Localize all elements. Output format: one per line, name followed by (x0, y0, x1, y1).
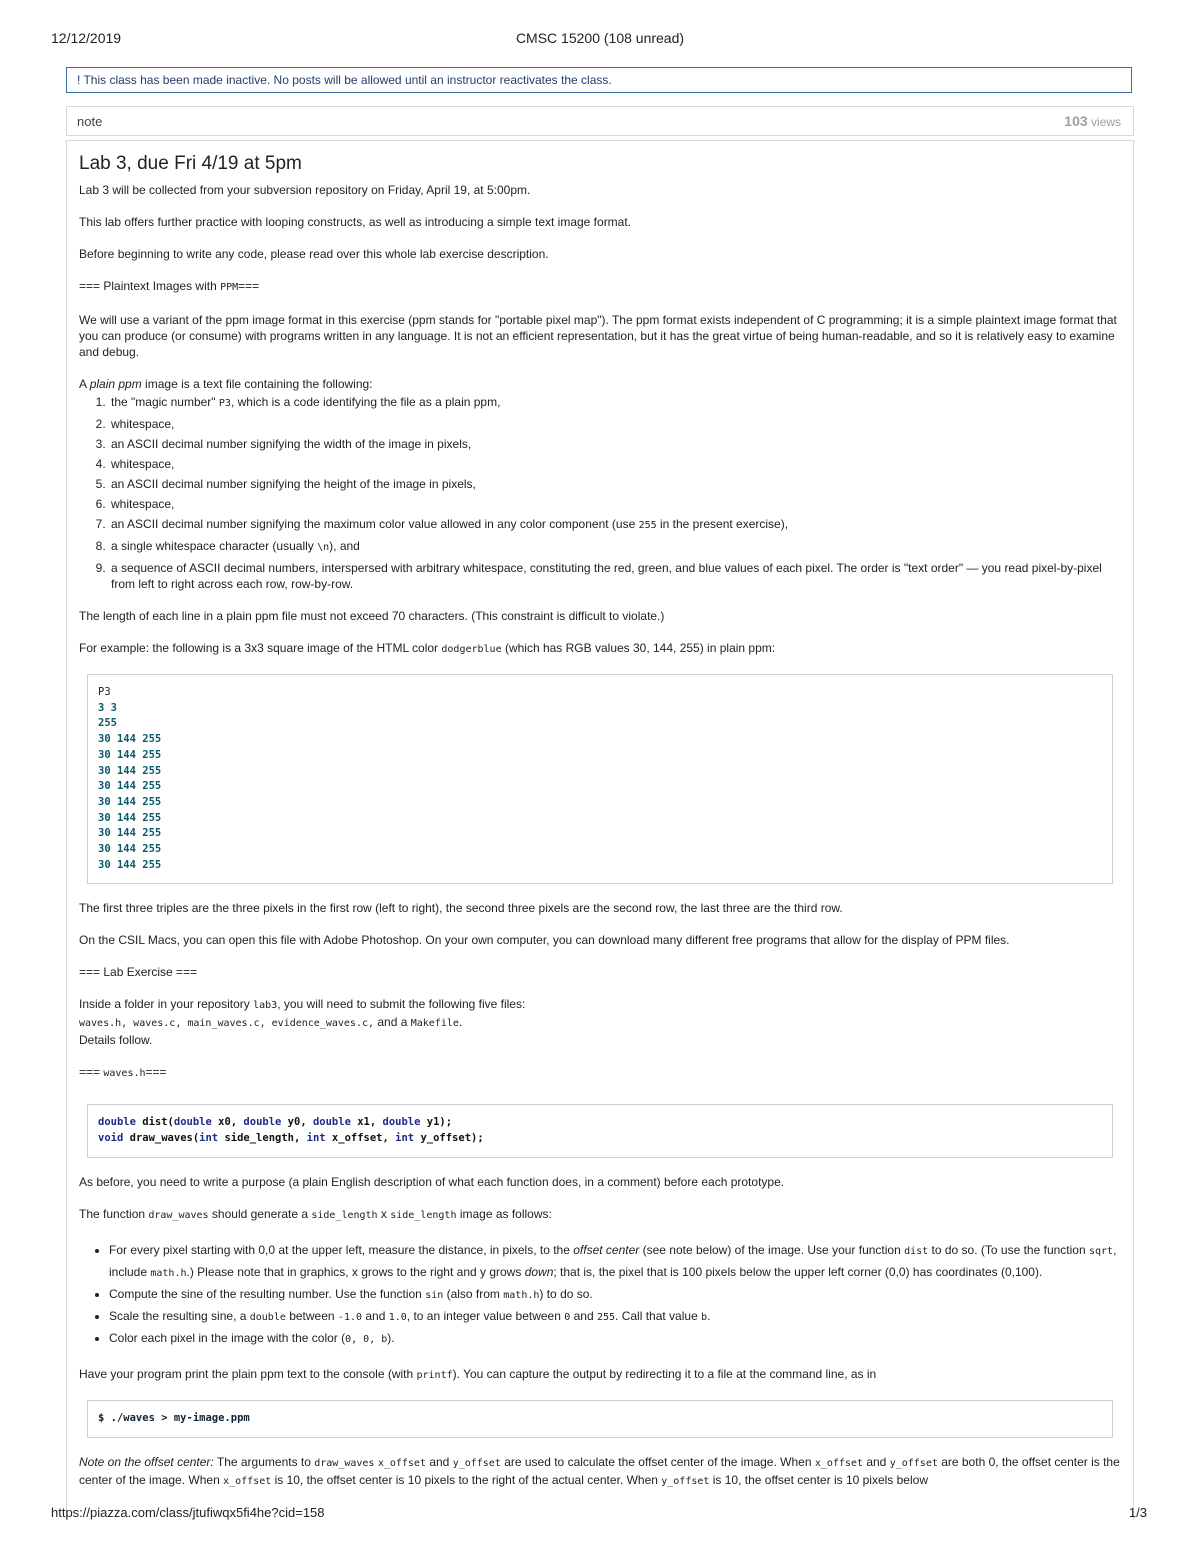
code-line: $ ./waves > my-image.ppm (98, 1411, 250, 1424)
paragraph: Lab 3 will be collected from your subversion repository on Friday, April 19, at 5:00pm. (79, 183, 531, 197)
code-line: 30 144 255 (98, 748, 162, 761)
text: ). (387, 1330, 395, 1345)
text: === (238, 279, 260, 293)
code-line: 30 144 255 (98, 795, 162, 808)
code: sqrt (1088, 1245, 1114, 1257)
code: x_offset (223, 1475, 272, 1487)
paragraph (79, 1366, 1121, 1384)
code-line: 30 144 255 (98, 764, 162, 777)
text: a single whitespace character (usually (111, 539, 318, 553)
print-header (0, 30, 1200, 50)
code: lab3 (253, 1000, 278, 1012)
list-item (109, 536, 1121, 558)
text: should generate a (208, 1206, 312, 1221)
print-title: CMSC 15200 (108 unread) (515, 30, 685, 46)
text: ). You can capture the output by redirecting it to a file at the command line, as in (452, 1366, 877, 1381)
text: ), and (329, 539, 360, 553)
list-item: 2. whitespace, (109, 414, 1121, 434)
list-item (109, 392, 1121, 414)
text: === Plaintext Images with (79, 279, 221, 293)
paragraph: On the CSIL Macs, you can open this file with Adobe Photoshop. On your own computer, you can download many different free programs that allow for the display of PPM files. (79, 933, 1010, 948)
text: Scale the resulting sine, a (109, 1308, 250, 1323)
text: ) to do so. (539, 1286, 593, 1301)
code-line (98, 1115, 1102, 1131)
draw-waves-steps-list (79, 1240, 1121, 1350)
code-line: 30 144 255 (98, 843, 162, 856)
paragraph: This lab offers further practice with looping constructs, as well as introducing a simple text image format. (79, 215, 632, 229)
code: dist (904, 1245, 929, 1257)
waves-h-code-block (87, 1104, 1113, 1157)
code-line: 3 3 (98, 701, 117, 714)
code: y_offset (661, 1475, 710, 1487)
text: and (362, 1308, 389, 1323)
code-text: y0, (281, 1116, 313, 1129)
code-line: 30 144 255 (98, 733, 162, 746)
views-counter (1064, 113, 1121, 129)
text: .) Please note that in graphics, x grows to the right and y grows (186, 1264, 525, 1279)
code: sin (425, 1289, 444, 1301)
text: the "magic number" (111, 395, 219, 409)
text: === (145, 1065, 167, 1080)
text: , to an integer value between (406, 1308, 565, 1323)
text: x (377, 1206, 391, 1221)
code-line: 255 (98, 717, 117, 730)
code-line: 30 144 255 (98, 811, 162, 824)
code: waves.h, waves.c, main_waves.c, evidence_waves.c, (79, 1018, 375, 1030)
paragraph: We will use a variant of the ppm image format in this exercise (ppm stands for "portable pixel map"). The ppm format exists independent of C programming; it is a simple plaintext image format that you can produce (or consume) with programs written in any language. It is not an efficient representation, but it has the great virtue of being human-readable, and so it is relatively easy to examine and debug. (79, 313, 1117, 359)
ppm-format-list (79, 392, 1121, 592)
code: y_offset (452, 1457, 501, 1469)
code: double (249, 1311, 286, 1323)
text: , include (109, 1242, 1117, 1279)
text: (see note below) of the image. Use your function (639, 1242, 905, 1257)
list-item: 5. an ASCII decimal number signifying the height of the image in pixels, (109, 474, 1121, 494)
code-text: x1, (350, 1116, 383, 1129)
code: 0, 0, b (345, 1333, 388, 1345)
text: and (863, 1454, 890, 1469)
code-keyword: double (173, 1116, 212, 1129)
print-url: https://piazza.com/class/jtufiwqx5fi4he?cid=158 (51, 1505, 325, 1520)
section-heading-ppm (79, 278, 1121, 296)
print-page-number: 1/3 (1128, 1505, 1147, 1520)
text: The function (79, 1206, 149, 1221)
text: image as follows: (456, 1206, 552, 1221)
text: in the present exercise), (656, 517, 789, 531)
list-item: 4. whitespace, (109, 454, 1121, 474)
list-item (109, 1306, 1121, 1328)
code: math.h (150, 1267, 187, 1279)
list-item: 6. whitespace, (109, 494, 1121, 514)
text: between (285, 1308, 338, 1323)
code-keyword: int (395, 1132, 415, 1145)
code: 1.0 (388, 1311, 407, 1323)
text: , you will need to submit the following five files: (277, 997, 526, 1012)
code: 255 (596, 1311, 616, 1323)
text: (also from (443, 1286, 504, 1301)
code: waves.h (103, 1068, 146, 1080)
code-text: draw_waves( (123, 1132, 200, 1145)
text: Have your program print the plain ppm text to the console (with (79, 1366, 417, 1381)
code: b (701, 1311, 708, 1323)
code: x_offset (377, 1457, 426, 1469)
section-heading-lab: === Lab Exercise === (79, 965, 198, 980)
code: -1.0 (337, 1311, 363, 1323)
code-keyword: double (98, 1116, 136, 1129)
code-line: 30 144 255 (98, 780, 162, 793)
code: \n (317, 542, 330, 553)
emphasis: Note on the offset center: (79, 1454, 214, 1469)
text: A (79, 377, 90, 391)
code: printf (416, 1369, 453, 1381)
text: is 10, the offset center is 10 pixels to the right of the actual center. When (271, 1472, 662, 1487)
inactive-class-notice: ! This class has been made inactive. No posts will be allowed until an instructor reactivates the class. (66, 67, 1132, 93)
code-text: y1); (420, 1116, 453, 1129)
post-title: Lab 3, due Fri 4/19 at 5pm (79, 153, 302, 174)
text: The arguments to (213, 1454, 315, 1469)
code-keyword: double (243, 1116, 282, 1129)
text: and a (374, 1015, 411, 1030)
text: , which is a code identifying the file as a plain ppm, (230, 395, 501, 409)
list-item (109, 1240, 1121, 1284)
code: P3 (218, 398, 231, 409)
paragraph (79, 376, 1121, 392)
section-heading-waves (79, 1064, 1121, 1082)
post-header (66, 106, 1134, 136)
ppm-example-code-block (87, 674, 1113, 884)
views-label: views (1090, 115, 1121, 129)
text: are both 0, the offset center is the center of the image. When (79, 1454, 1120, 1487)
text: Inside a folder in your repository (79, 997, 254, 1012)
code: y_offset (889, 1457, 938, 1469)
code-text: x0, (211, 1116, 244, 1129)
text: and (425, 1454, 453, 1469)
code-keyword: double (312, 1116, 351, 1129)
text: (which has RGB values 30, 144, 255) in plain ppm: (501, 641, 776, 655)
text: . (707, 1308, 711, 1323)
code-line: P3 (98, 686, 111, 698)
text: ; that is, the pixel that is 100 pixels below the upper left corner (0,0) has coordinates (0,100). (553, 1264, 1043, 1279)
code-keyword: int (199, 1132, 219, 1145)
emphasis: plain ppm (89, 377, 142, 391)
paragraph (79, 1206, 1121, 1224)
list-item: 9. a sequence of ASCII decimal numbers, interspersed with arbitrary whitespace, constituting the red, green, and blue values of each pixel. The order is "text order" — you read pixel-by-pixel from left to right across each row, row-by-row. (109, 558, 1121, 592)
views-count: 103 (1064, 113, 1088, 129)
code: PPM (220, 282, 239, 293)
post-type-label: note (77, 114, 103, 129)
list-item (109, 514, 1121, 536)
code-text: y_offset); (414, 1132, 484, 1145)
code-text: side_length, (218, 1132, 307, 1145)
code: 255 (638, 520, 657, 531)
code: math.h (503, 1289, 540, 1301)
paragraph (79, 640, 1121, 658)
text: image is a text file containing the following: (141, 377, 373, 391)
text: Compute the sine of the resulting number. Use the function (109, 1286, 426, 1301)
list-item (109, 1328, 1121, 1350)
text: and (570, 1308, 597, 1323)
code: 0 (564, 1311, 571, 1323)
text: . Call that value (615, 1308, 702, 1323)
code-line (98, 1131, 1102, 1147)
code-keyword: double (382, 1116, 421, 1129)
paragraph (79, 1454, 1121, 1490)
text: is 10, the offset center is 10 pixels below (709, 1472, 928, 1487)
code-text: dist( (135, 1116, 174, 1129)
paragraph: The length of each line in a plain ppm file must not exceed 70 characters. (This constraint is difficult to violate.) (79, 609, 665, 623)
code-keyword: int (306, 1132, 326, 1145)
text: to do so. (To use the function (928, 1242, 1089, 1257)
text: Details follow. (79, 1033, 153, 1048)
emphasis: offset center (573, 1242, 640, 1257)
text: For every pixel starting with 0,0 at the upper left, measure the distance, in pixels, to the (109, 1242, 574, 1257)
text: an ASCII decimal number signifying the maximum color value allowed in any color component (use (111, 517, 639, 531)
print-date: 12/12/2019 (51, 30, 122, 46)
code: draw_waves (148, 1209, 209, 1221)
shell-command-code-block (87, 1400, 1113, 1438)
code: side_length (311, 1209, 378, 1221)
code: draw_waves (314, 1457, 375, 1469)
code: x_offset (814, 1457, 863, 1469)
text: . (458, 1015, 463, 1030)
code: Makefile (410, 1018, 459, 1030)
code-line: 30 144 255 (98, 858, 162, 871)
code: side_length (390, 1209, 457, 1221)
code-keyword: void (98, 1132, 124, 1145)
code: dodgerblue (441, 644, 502, 655)
paragraph: Before beginning to write any code, please read over this whole lab exercise description. (79, 247, 549, 261)
code-line: 30 144 255 (98, 827, 162, 840)
emphasis: down (524, 1264, 554, 1279)
text: === (79, 1065, 104, 1080)
text: Color each pixel in the image with the color ( (109, 1330, 346, 1345)
post-body (66, 140, 1134, 1520)
code-text: x_offset, (325, 1132, 396, 1145)
list-item (109, 1284, 1121, 1306)
paragraph: As before, you need to write a purpose (a plain English description of what each function does, in a comment) before each prototype. (79, 1174, 785, 1189)
text: For example: the following is a 3x3 square image of the HTML color (79, 641, 442, 655)
paragraph: The first three triples are the three pixels in the first row (left to right), the second three pixels are the second row, the last three are the third row. (79, 901, 843, 916)
paragraph (79, 996, 1121, 1048)
text: are used to calculate the offset center of the image. When (500, 1454, 815, 1469)
list-item: 3. an ASCII decimal number signifying the width of the image in pixels, (109, 434, 1121, 454)
